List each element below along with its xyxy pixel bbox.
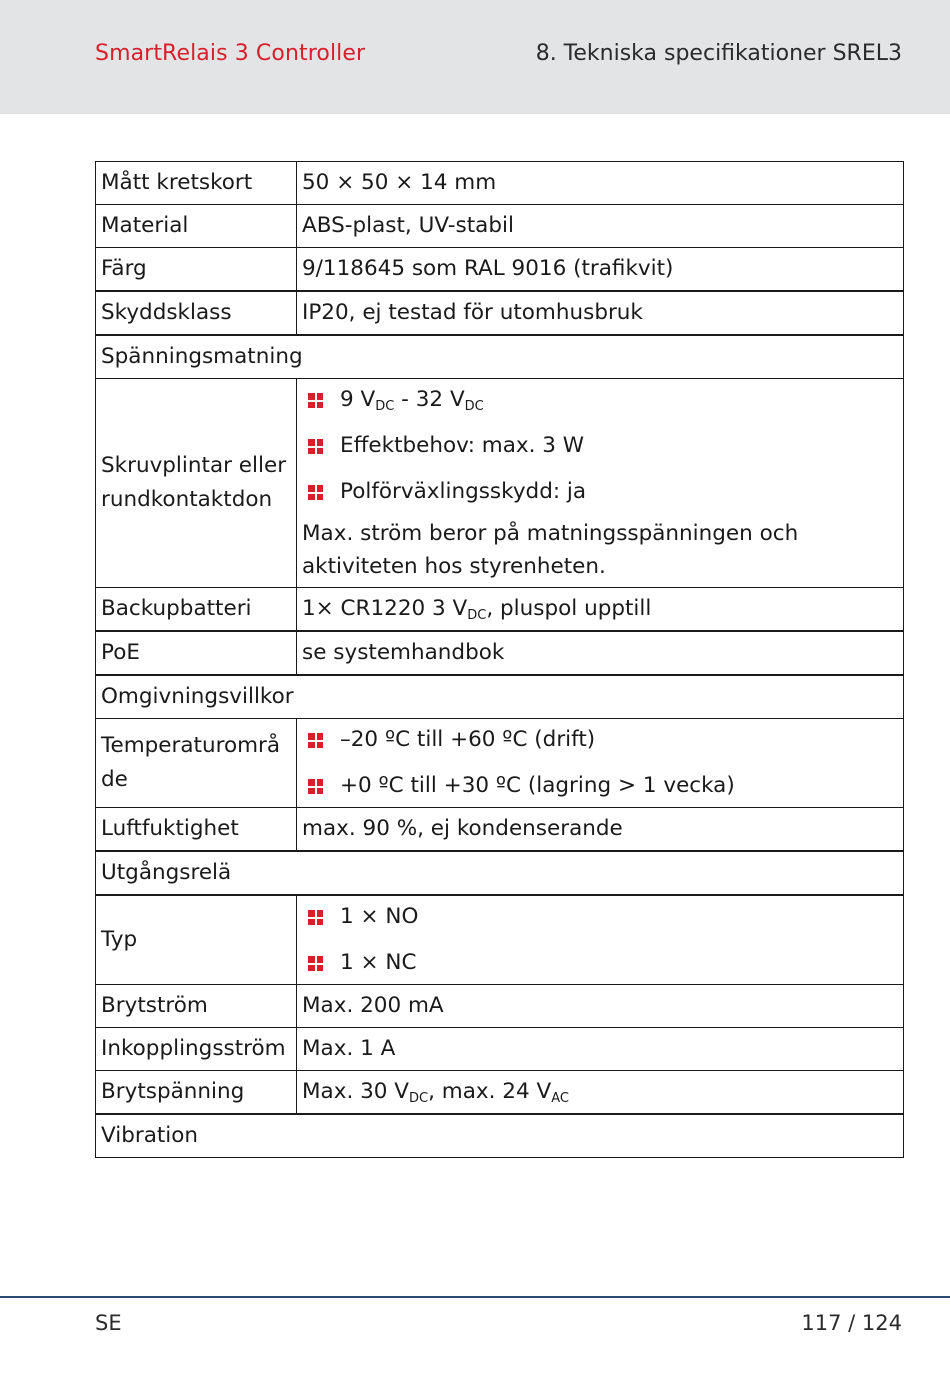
- backup-post: , pluspol upptill: [486, 596, 652, 621]
- temp-lagring: +0 ºC till +30 ºC (lagring > 1 vecka): [340, 773, 735, 798]
- cell-label: Material: [96, 205, 297, 248]
- cell-value: [297, 379, 904, 588]
- chapter-title: 8. Tekniska specifikationer SREL3: [535, 41, 902, 66]
- cell-label: PoE: [96, 631, 297, 675]
- cell-value: 9/118645 som RAL 9016 (trafikvit): [297, 248, 904, 292]
- polforvaxling-text: Polförväxlingsskydd: ja: [340, 479, 587, 504]
- section-vibration: [96, 1114, 904, 1158]
- brytspanning-pre: Max. 30 V: [302, 1079, 410, 1104]
- cell-value: Max. 1 A: [297, 1028, 904, 1071]
- cell-label: Typ: [96, 895, 297, 985]
- cell-label: Skyddsklass: [96, 291, 297, 335]
- bullet-icon: [308, 439, 323, 454]
- voltage-max-sub: DC: [464, 399, 484, 414]
- relay-nc: 1 × NC: [340, 950, 417, 975]
- brytspanning-sub-ac: AC: [551, 1091, 569, 1106]
- cell-value: [297, 1071, 904, 1115]
- cell-label: Skruvplintar eller rundkontaktdon: [96, 379, 297, 588]
- spec-table: [95, 161, 904, 1158]
- effektbehov-text: Effektbehov: max. 3 W: [340, 433, 585, 458]
- footer-divider: [0, 1296, 950, 1298]
- bullet-icon: [308, 956, 323, 971]
- cell-label: Mått kretskort: [96, 162, 297, 205]
- bullet-list: [302, 900, 898, 980]
- row-inkopplingsstrom: [96, 1028, 904, 1071]
- section-heading: Spänningsmatning: [96, 335, 904, 379]
- footer-page-number: 117 / 124: [801, 1311, 902, 1335]
- row-typ: [96, 895, 904, 985]
- cell-value: [297, 588, 904, 632]
- cell-value: ABS-plast, UV-stabil: [297, 205, 904, 248]
- row-matt-kretskort: [96, 162, 904, 205]
- cell-label: Inkopplingsström: [96, 1028, 297, 1071]
- list-item: [302, 383, 898, 417]
- row-backupbatteri: [96, 588, 904, 632]
- list-item: [302, 723, 898, 757]
- section-omgivningsvillkor: [96, 675, 904, 719]
- row-brytspanning: [96, 1071, 904, 1115]
- voltage-min-sub: DC: [375, 399, 395, 414]
- bullet-icon: [308, 485, 323, 500]
- bullet-list: [302, 723, 898, 803]
- bullet-list: [302, 383, 898, 509]
- bullet-icon: [308, 393, 323, 408]
- page-header: [0, 0, 950, 114]
- row-brytstrom: [96, 985, 904, 1028]
- cell-value: IP20, ej testad för utomhusbruk: [297, 291, 904, 335]
- bullet-icon: [308, 733, 323, 748]
- bullet-icon: [308, 779, 323, 794]
- section-utgangsrela: [96, 851, 904, 895]
- voltage-min: 9 V: [340, 387, 376, 412]
- row-skyddsklass: [96, 291, 904, 335]
- brytspanning-mid: , max. 24 V: [428, 1079, 552, 1104]
- list-item: [302, 429, 898, 463]
- list-item: [302, 475, 898, 509]
- temp-drift: –20 ºC till +60 ºC (drift): [340, 727, 596, 752]
- cell-value: Max. 200 mA: [297, 985, 904, 1028]
- brand-title: SmartRelais 3 Controller: [95, 41, 366, 66]
- row-temperatur: [96, 719, 904, 808]
- cell-value: max. 90 %, ej kondenserande: [297, 808, 904, 852]
- section-heading: Vibration: [96, 1114, 904, 1158]
- brytspanning-sub-dc: DC: [409, 1091, 429, 1106]
- list-item: [302, 769, 898, 803]
- cell-value: [297, 895, 904, 985]
- cell-label: Färg: [96, 248, 297, 292]
- cell-label: Luftfuktighet: [96, 808, 297, 852]
- row-poe: [96, 631, 904, 675]
- cell-value: [297, 719, 904, 808]
- row-material: [96, 205, 904, 248]
- row-luftfuktighet: [96, 808, 904, 852]
- voltage-max: - 32 V: [394, 387, 465, 412]
- cell-label: Brytström: [96, 985, 297, 1028]
- row-skruvplintar: [96, 379, 904, 588]
- cell-label: Brytspänning: [96, 1071, 297, 1115]
- section-spanningsmatning: [96, 335, 904, 379]
- cell-label: Backupbatteri: [96, 588, 297, 632]
- cell-value: 50 × 50 × 14 mm: [297, 162, 904, 205]
- footer-language: SE: [95, 1311, 122, 1335]
- cell-value: se systemhandbok: [297, 631, 904, 675]
- backup-sub: DC: [467, 608, 487, 623]
- bullet-icon: [308, 910, 323, 925]
- section-heading: Omgivningsvillkor: [96, 675, 904, 719]
- backup-pre: 1× CR1220 3 V: [302, 596, 468, 621]
- section-heading: Utgångsrelä: [96, 851, 904, 895]
- cell-label: Temperaturområde: [96, 719, 297, 808]
- row-farg: [96, 248, 904, 292]
- list-item: [302, 946, 898, 980]
- relay-no: 1 × NO: [340, 904, 419, 929]
- list-item: [302, 900, 898, 934]
- current-note: Max. ström beror på matningsspänningen och aktiviteten hos styrenheten.: [302, 521, 799, 579]
